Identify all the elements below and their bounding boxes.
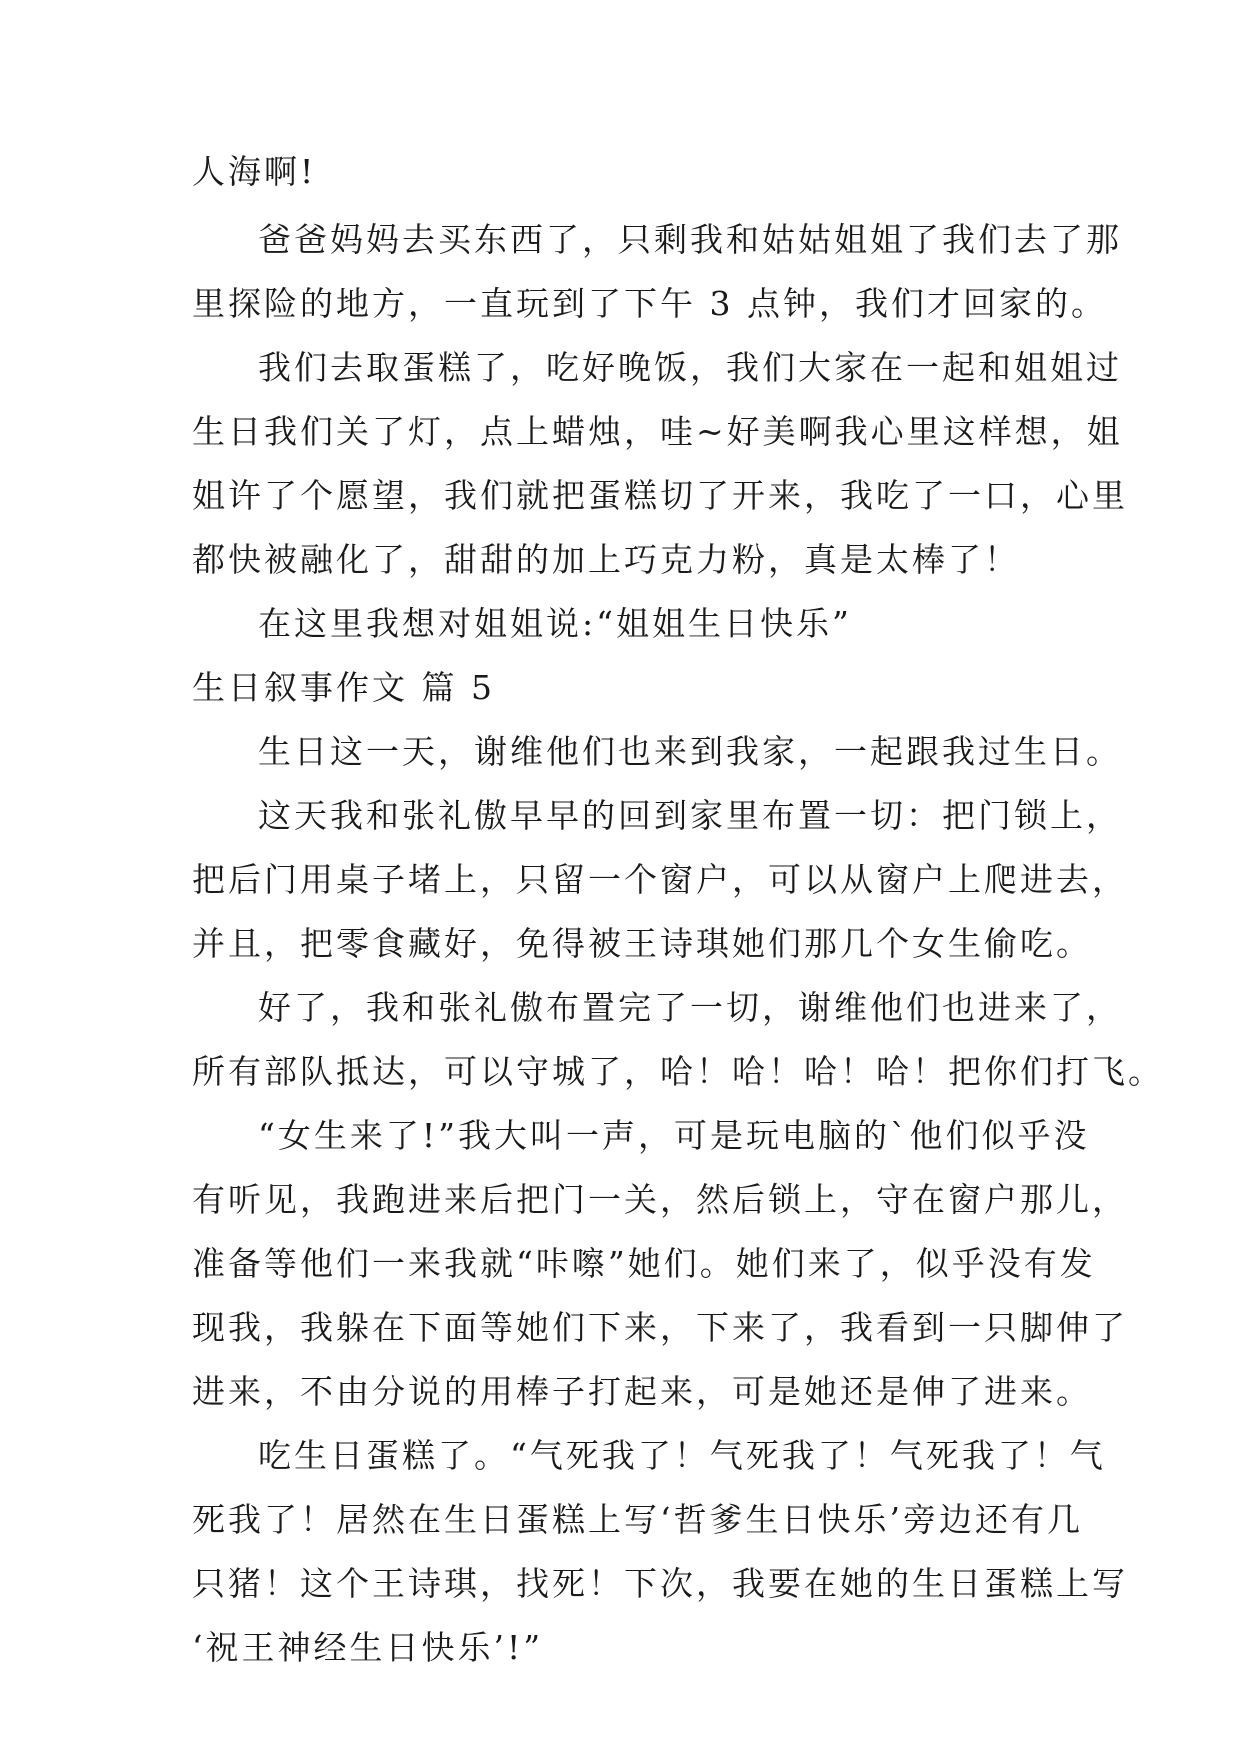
text-line: 只猪！这个王诗琪，找死！下次，我要在她的生日蛋糕上写 (192, 1564, 1128, 1603)
text-line: 准备等他们一来我就“咔嚓”她们。她们来了，似乎没有发 (192, 1244, 1096, 1283)
text-line: ‘祝王神经生日快乐’!” (192, 1628, 544, 1667)
text-line: 生日我们关了灯，点上蜡烛，哇~好美啊我心里这样想，姐 (192, 412, 1123, 451)
text-line: 人海啊! (192, 152, 317, 191)
paragraph-start-line: 生日这一天，谢维他们也来到我家，一起跟我过生日。 (258, 732, 1122, 771)
paragraph-start-line: 我们去取蛋糕了，吃好晚饭，我们大家在一起和姐姐过 (258, 348, 1122, 387)
paragraph-start-line: “女生来了!”我大叫一声，可是玩电脑的`他们似乎没 (258, 1116, 1090, 1155)
text-line: 把后门用桌子堵上，只留一个窗户，可以从窗户上爬进去， (192, 860, 1128, 899)
text-line: 所有部队抵达，可以守城了，哈！哈！哈！哈！把你们打飞。 (192, 1052, 1164, 1091)
paragraph-start-line: 吃生日蛋糕了。“气死我了！气死我了！气死我了！气 (258, 1436, 1106, 1475)
text-line: 进来，不由分说的用棒子打起来，可是她还是伸了进来。 (192, 1372, 1092, 1411)
text-line: 姐许了个愿望，我们就把蛋糕切了开来，我吃了一口，心里 (192, 476, 1128, 515)
text-line: 都快被融化了，甜甜的加上巧克力粉，真是太棒了！ (192, 540, 1020, 579)
text-line: 死我了！居然在生日蛋糕上写‘哲爹生日快乐’旁边还有几 (192, 1500, 1083, 1539)
paragraph-start-line: 爸爸妈妈去买东西了，只剩我和姑姑姐姐了我们去了那 (258, 220, 1122, 259)
text-line: 并且，把零食藏好，免得被王诗琪她们那几个女生偷吃。 (192, 924, 1092, 963)
section-heading: 生日叙事作文 篇 5 (192, 668, 495, 707)
text-line: 现我，我躲在下面等她们下来，下来了，我看到一只脚伸了 (192, 1308, 1128, 1347)
paragraph-start-line: 在这里我想对姐姐说:“姐姐生日快乐” (258, 604, 852, 643)
paragraph-start-line: 这天我和张礼傲早早的回到家里布置一切：把门锁上， (258, 796, 1122, 835)
text-line: 有听见，我跑进来后把门一关，然后锁上，守在窗户那儿， (192, 1180, 1128, 1219)
text-line: 里探险的地方，一直玩到了下午 3 点钟，我们才回家的。 (192, 284, 1107, 323)
paragraph-start-line: 好了，我和张礼傲布置完了一切，谢维他们也进来了， (258, 988, 1122, 1027)
